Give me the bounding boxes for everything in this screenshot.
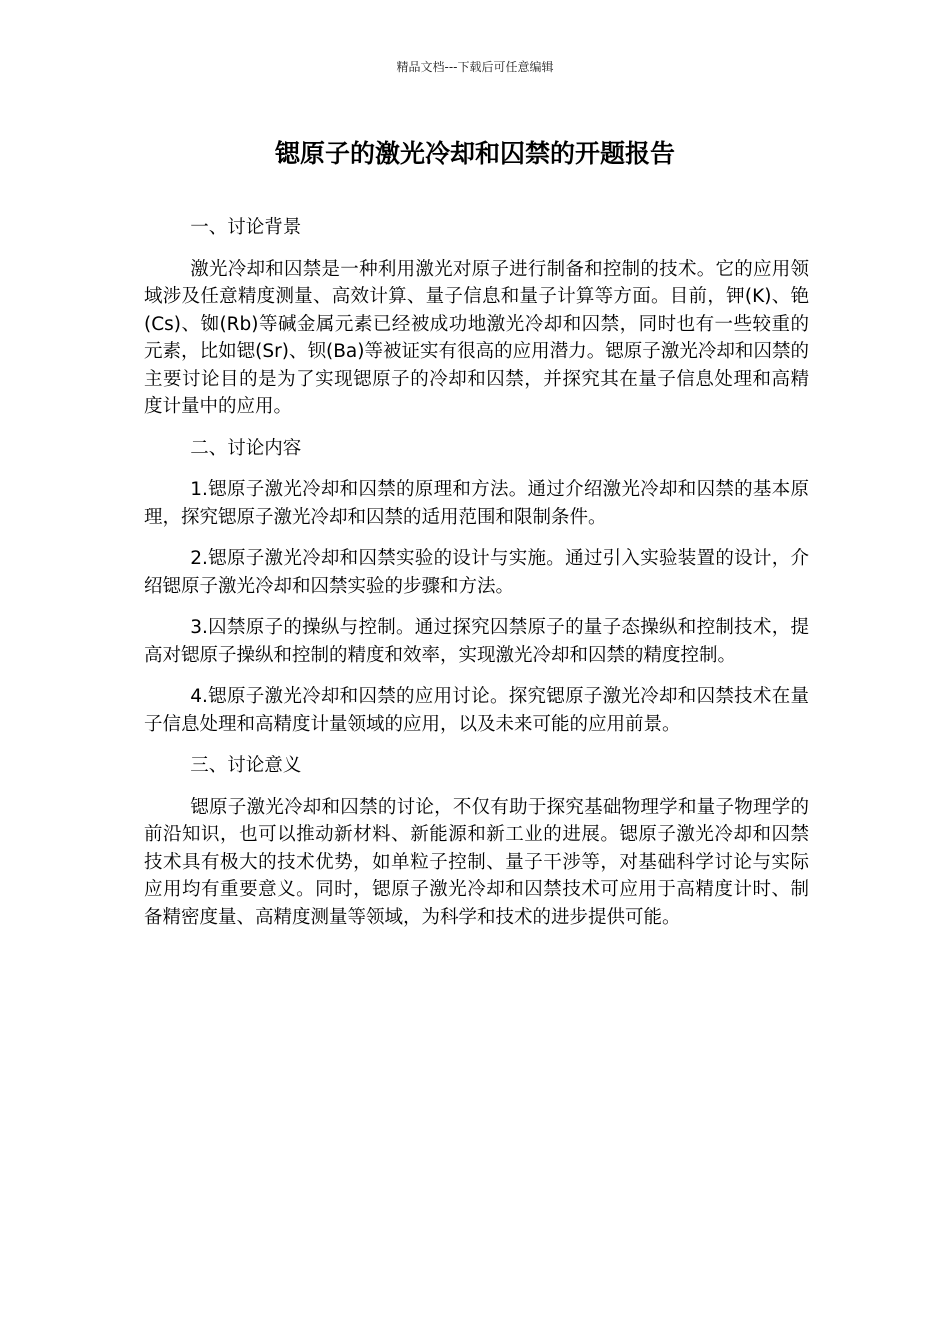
section-heading-content: 二、讨论内容 [190, 437, 302, 459]
content-item-3: 3.囚禁原子的操纵与控制。通过探究囚禁原子的量子态操纵和控制技术，提高对锶原子操纵和控制的精度和效率，实现激光冷却和囚禁的精度控制。 [144, 617, 809, 666]
content-item-4: 4.锶原子激光冷却和囚禁的应用讨论。探究锶原子激光冷却和囚禁技术在量子信息处理和高精度计量领域的应用，以及未来可能的应用前景。 [144, 686, 809, 735]
background-paragraph: 激光冷却和囚禁是一种利用激光对原子进行制备和控制的技术。它的应用领域涉及任意精度测量、高效计算、量子信息和量子计算等方面。目前，钾(K)、铯(Cs)、铷(Rb)等碱金属元素已经被成功地激光冷却和囚禁，同时也有一些较重的元素，比如锶(Sr)、钡(Ba)等被证实有很高的应用潜力。锶原子激光冷却和囚禁的主要讨论目的是为了实现锶原子的冷却和囚禁，并探究其在量子信息处理和高精度计量中的应用。 [144, 258, 809, 417]
document-body [144, 214, 809, 945]
content-item-2: 2.锶原子激光冷却和囚禁实验的设计与实施。通过引入实验装置的设计，介绍锶原子激光冷却和囚禁实验的步骤和方法。 [144, 548, 809, 597]
significance-paragraph: 锶原子激光冷却和囚禁的讨论，不仅有助于探究基础物理学和量子物理学的前沿知识，也可以推动新材料、新能源和新工业的进展。锶原子激光冷却和囚禁技术具有极大的技术优势，如单粒子控制、量子干涉等，对基础科学讨论与实际应用均有重要意义。同时，锶原子激光冷却和囚禁技术可应用于高精度计时、制备精密度量、高精度测量等领域，为科学和技术的进步提供可能。 [144, 796, 809, 928]
document-title: 锶原子的激光冷却和囚禁的开题报告 [274, 139, 675, 168]
section-heading-background: 一、讨论背景 [190, 217, 302, 238]
content-item-1: 1.锶原子激光冷却和囚禁的原理和方法。通过介绍激光冷却和囚禁的基本原理，探究锶原子激光冷却和囚禁的适用范围和限制条件。 [144, 479, 809, 528]
header-note: 精品文档---下载后可任意编辑 [396, 60, 554, 74]
section-heading-significance: 三、讨论意义 [190, 755, 302, 776]
